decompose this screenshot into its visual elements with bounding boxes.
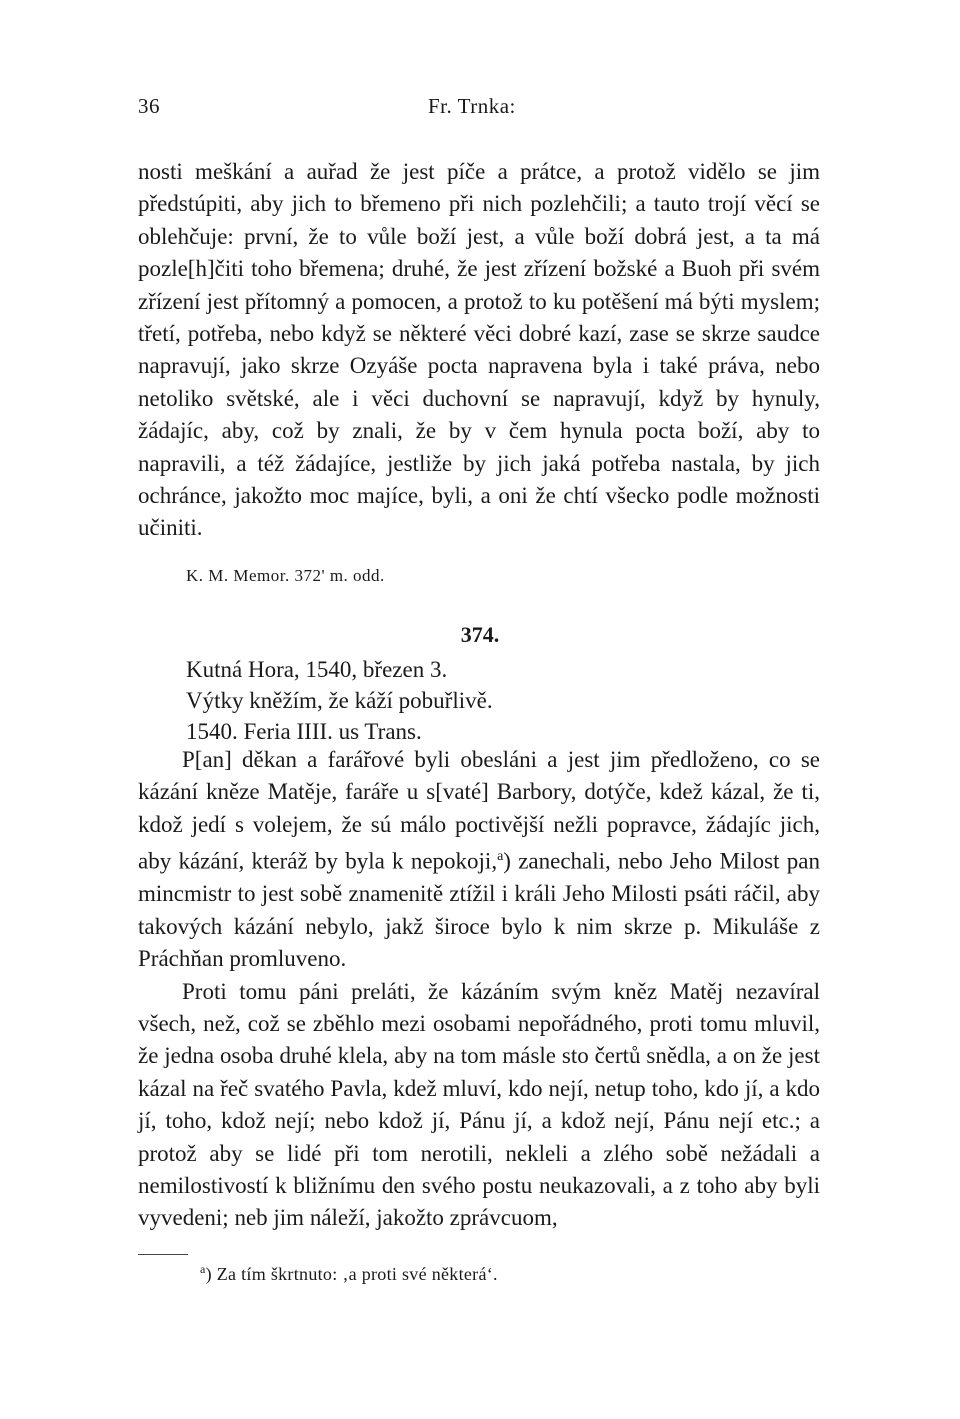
paragraph [138, 744, 820, 976]
paragraph: Proti tomu páni preláti, že kázáním svým kněz Matěj nezavíral všech, než, což se zběhlo mezi osobami nepořádného, proti tomu mluvil, že jedna osoba druhé klela, aby na tom másle sto čertů snědla, a on že jest kázal na řeč svatého Pavla, kdež mluví, kdo nejí, netup toho, kdo jí, a kdo jí, toho, kdož nejí; nebo kdož jí, Pánu jí, a kdož nejí, Pánu nejí etc.; a protož aby se lidé při tom nerotili, nekleli a zlého sobě nežádali a nemilostivostí k bližnímu den svého postu neukazovali, a z toho aby byli vyvedeni; neb jim náleží, jakožto zprávcuom, [138, 978, 820, 1231]
footnote-text: ) Za tím škrtnuto: ‚a proti své některá‘. [205, 1264, 498, 1284]
footnote-divider [138, 1254, 188, 1255]
continued-text-block [138, 156, 820, 545]
page-header [138, 94, 820, 124]
footnote-marker[interactable]: a [497, 849, 504, 865]
footnote-mark: a [200, 1262, 206, 1276]
paragraph-text: P[an] děkan a farářové byli obesláni a jest jim předloženo, co se kázání kněze Matěje, faráře u s[vaté] Barbory, dotýče, kdež kázal, že ti, kdož jedí s volejem, že sú málo poctivější nežli popravce, žádajíc jich, aby kázání, kteráž by byla k nepokoji, [138, 747, 820, 874]
document-number: 374. [460, 622, 500, 647]
paragraph-text: ) zanechali, nebo Jeho Milost pan mincmistr to jest sobě znamenitě ztížil i králi Jeho Milosti psáti ráčil, aby takových kázání nebylo, jakž široce bylo k nim skrze p. Mikuláše z Práchňan promluveno. [138, 848, 820, 972]
paragraph: nosti meškání a auřad že jest píče a prátce, a protož vidělo se jim předstúpiti, aby jich to břemeno při nich pozlehčili; a tauto trojí věcí se oblehčuje: první, že to vůle boží jest, a vůle boží dobrá jest, a ta má pozle[h]čiti toho břemena; druhé, že jest zřízení božské a Buoh při svém zřízení jest přítomný a pomocen, a protož to ku potěšení má býti myslem; třetí, potřeba, nebo když se některé věci dobré kazí, zase se skrze saudce napravují, jako skrze Ozyáše pocta napravena byla i také práva, nebo netoliko světské, ale i věci duchovní se napravují, když by hynuly, žádajíc, aby, což by znali, že by v čem hynula pocta boží, aby to napravili, a též žádajíce, jestliže by jich jaká potřeba nastala, by jich ochránce, jakožto moc majíce, byli, a oni že chtí všecko podle možnosti učiniti. [138, 159, 820, 541]
footnote [200, 1262, 498, 1285]
running-head: Fr. Trnka: [428, 94, 516, 118]
archival-source-reference: K. M. Memor. 372' m. odd. [186, 566, 385, 585]
document-text-block [138, 744, 820, 1235]
document-dateline: 1540. Feria IIII. us Trans. [186, 719, 422, 744]
document-title: Výtky kněžím, že káží pobuřlivě. [186, 688, 493, 713]
document-place-date: Kutná Hora, 1540, březen 3. [186, 657, 448, 682]
page-number: 36 [138, 94, 160, 118]
